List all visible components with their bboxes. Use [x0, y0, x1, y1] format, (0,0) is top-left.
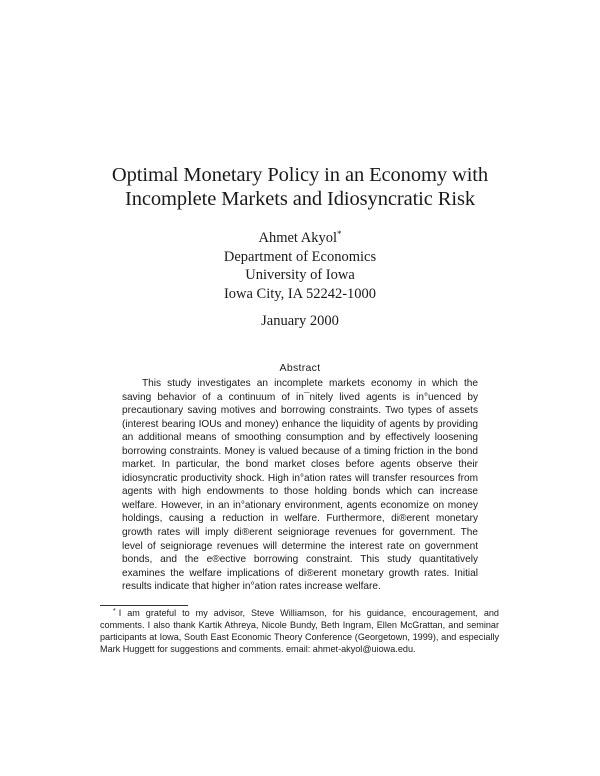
- author-university: University of Iowa: [245, 267, 355, 283]
- author-department: Department of Economics: [223, 248, 377, 265]
- title-line-1: Optimal Monetary Policy in an Economy with: [111, 164, 489, 186]
- footnote-mark: *: [113, 608, 116, 615]
- footnote-rule: [100, 605, 188, 606]
- author-footnote-mark: *: [337, 229, 342, 239]
- paper-title: [60, 163, 540, 211]
- author-block: [100, 229, 500, 303]
- footnote-text: I am grateful to my advisor, Steve Williamson, for his guidance, encouragement, and comments. I also thank Kartik Athreya, Nicole Bundy, Beth Ingram, Ellen McGrattan, and seminar participants at Iowa, South East Economic Theory Conference (Georgetown, 1999), and especially Mark Huggett for suggestions and comments. email: ahmet-akyol@uiowa.edu.: [100, 608, 499, 655]
- title-line-2: Incomplete Markets and Idiosyncratic Risk: [125, 188, 475, 210]
- author-name-text: Ahmet Akyol: [258, 230, 338, 246]
- paper-date: January 2000: [261, 313, 339, 329]
- abstract-heading: Abstract: [279, 362, 321, 374]
- author-address: Iowa City, IA 52242-1000: [223, 285, 377, 302]
- abstract-body: This study investigates an incomplete markets economy in which the saving behavior of a continuum of in¯nitely lived agents is in°uenced by precautionary saving motives and borrowing constraints. Two types of assets (interest bearing IOUs and money) enhance the liquidity of agents by providing an additional means of smoothing consumption and by effectively loosening borrowing constraints. Money is valued because of a timing friction in the bond market. In particular, the bond market closes before agents observe their idiosyncratic productivity shock. High in°ation rates will transfer resources from agents with high endowments to those holding bonds which can increase welfare. However, in an in°ationary environment, agents economize on money holdings, causing a reduction in welfare. Furthermore, di®erent monetary growth rates will imply di®erent seigniorage revenues for government. The level of seigniorage revenues will determine the interest rate on government bonds, and the e®ective borrowing constraint. This study quantitatively examines the welfare implications of di®erent monetary growth rates. Initial results indicate that higher in°ation rates increase welfare.: [122, 378, 478, 593]
- author-name: [100, 229, 500, 248]
- footnote: [100, 607, 499, 655]
